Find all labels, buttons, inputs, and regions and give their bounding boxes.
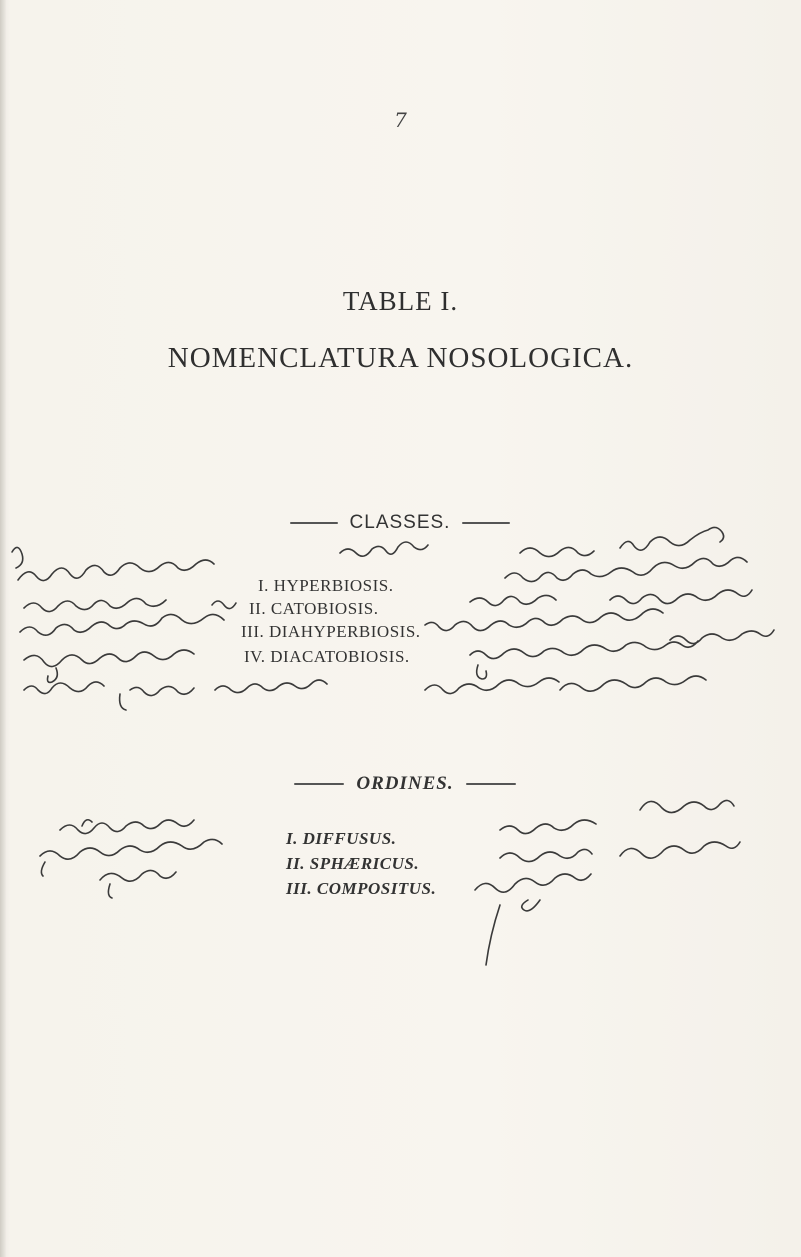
order-name: DIFFUSUS. [302, 829, 397, 848]
handwriting-scribble [500, 820, 596, 834]
classes-heading [230, 512, 570, 534]
handwriting-scribble [610, 590, 752, 604]
handwriting-scribble [60, 820, 194, 834]
class-item-4 [244, 647, 410, 667]
class-numeral: II. [249, 599, 267, 618]
heading-rule-right [466, 783, 516, 785]
order-numeral: III. [286, 879, 313, 898]
ordines-heading-text: ORDINES. [356, 773, 454, 794]
handwriting-scribble [470, 595, 556, 605]
order-item-1 [286, 829, 396, 849]
handwriting-scribble [20, 614, 224, 635]
heading-rule-left [290, 522, 338, 524]
handwriting-scribble [40, 839, 222, 859]
handwriting-scribble [41, 862, 45, 876]
class-item-1 [258, 576, 394, 596]
handwriting-scribble [505, 557, 747, 581]
class-name: DIACATOBIOSIS. [270, 647, 410, 666]
handwriting-scribble [130, 686, 194, 695]
class-name: DIAHYPERBIOSIS. [268, 622, 421, 641]
handwriting-scribble [425, 678, 559, 694]
handwriting-scribble [340, 542, 428, 556]
handwriting-scribble [215, 680, 327, 693]
class-item-3 [241, 622, 421, 642]
order-name: SPHÆRICUS. [309, 854, 420, 873]
handwriting-scribble [640, 800, 734, 812]
handwriting-scribble [12, 547, 23, 568]
handwriting-scribble [82, 820, 92, 826]
handwriting-scribble [670, 630, 774, 644]
handwriting-scribble [620, 527, 724, 550]
handwriting-scribble [212, 601, 236, 609]
heading-rule-right [462, 522, 510, 524]
class-item-2 [249, 599, 379, 619]
class-name: HYPERBIOSIS. [273, 576, 394, 595]
handwriting-scribble [477, 665, 487, 679]
handwriting-scribble [500, 849, 592, 861]
order-numeral: II. [286, 854, 305, 873]
handwriting-scribble [108, 884, 112, 898]
handwriting-scribble [522, 900, 540, 911]
handwriting-scribble [560, 676, 706, 691]
table-label: TABLE I. [342, 286, 459, 316]
handwriting-scribble [120, 694, 126, 710]
class-name: CATOBIOSIS. [270, 599, 379, 618]
page-number: 7 [394, 108, 407, 132]
handwriting-scribble [475, 874, 591, 892]
class-numeral: I. [258, 576, 269, 595]
ordines-heading [240, 773, 570, 795]
handwriting-scribble [24, 650, 194, 667]
classes-heading-text: CLASSES. [349, 512, 451, 533]
handwriting-scribble [18, 560, 214, 581]
class-numeral: III. [241, 622, 265, 641]
handwriting-scribble [520, 547, 594, 556]
class-numeral: IV. [244, 647, 266, 666]
handwriting-scribble [470, 641, 698, 659]
order-item-3 [286, 879, 436, 899]
heading-rule-left [294, 783, 344, 785]
handwriting-scribble [620, 842, 740, 858]
order-item-2 [286, 854, 419, 874]
handwriting-scribble [100, 870, 176, 881]
order-name: COMPOSITUS. [316, 879, 437, 898]
handwriting-scribble [24, 598, 166, 611]
handwriting-scribble [486, 905, 500, 965]
order-numeral: I. [286, 829, 298, 848]
handwriting-scribble [24, 682, 104, 694]
handwriting-scribble [48, 668, 58, 682]
page-binding-edge [0, 0, 6, 1257]
handwriting-scribble [425, 609, 663, 631]
page-title: NOMENCLATURA NOSOLOGICA. [167, 342, 634, 374]
